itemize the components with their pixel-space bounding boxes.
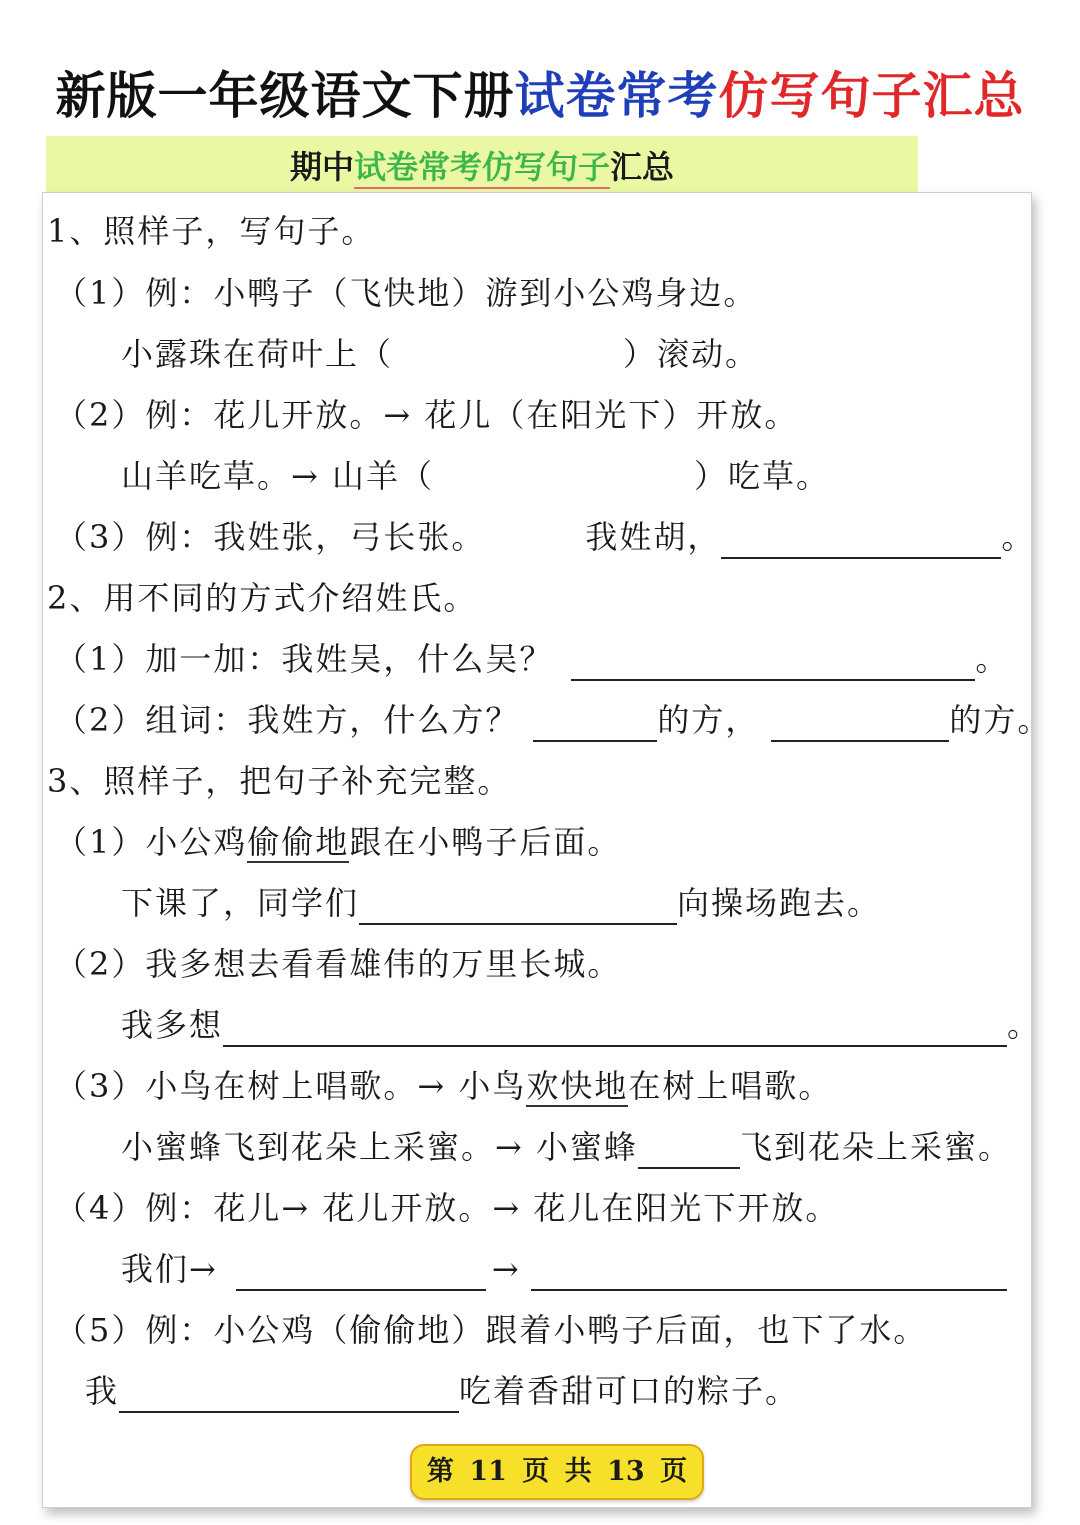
q1-example-1-text: （1）例：小鸭子（飞快地）游到小公鸡身边。 <box>55 274 758 312</box>
q3-exercise-5 <box>85 1369 799 1413</box>
q2-item-2-end: 的方。 <box>949 701 1052 739</box>
subtitle-prefix: 期中 <box>289 148 354 186</box>
answer-blank-10[interactable] <box>119 1377 459 1413</box>
q1-exercise-1 <box>121 332 759 376</box>
q3-example-3 <box>55 1064 832 1108</box>
q3-example-5-text: （5）例：小公鸡（偷偷地）跟着小鸭子后面，也下了水。 <box>55 1311 928 1349</box>
period-1: 。 <box>1001 518 1036 556</box>
q3-example-3-end: 在树上唱歌。 <box>628 1067 833 1105</box>
question-3-text: 3、照样子，把句子补充完整。 <box>47 762 512 800</box>
q3-exercise-1 <box>121 881 881 925</box>
q3-exercise-3 <box>121 1125 1012 1169</box>
answer-blank-8[interactable] <box>236 1255 486 1291</box>
q1-exercise-1-end: ）滚动。 <box>623 335 760 373</box>
q1-exercise-3-prompt: 我姓胡， <box>585 518 722 556</box>
answer-blank-6[interactable] <box>223 1011 1007 1047</box>
section-subtitle <box>46 136 918 198</box>
title-part-exam: 试卷常考 <box>514 67 719 125</box>
q2-item-2-prompt: （2）组词：我姓方，什么方？ <box>55 701 520 739</box>
q1-example-2 <box>55 393 798 437</box>
subtitle-suffix: 汇总 <box>610 148 675 186</box>
q3-exercise-5-end: 吃着香甜可口的粽子。 <box>459 1372 800 1410</box>
q3-exercise-1-end: 向操场跑去。 <box>677 884 882 922</box>
q3-example-1-start: （1）小公鸡 <box>55 823 248 861</box>
q3-example-5 <box>55 1308 927 1352</box>
page-number-badge: 第 11 页 共 13 页 <box>410 1444 704 1500</box>
subtitle-highlight: 试卷常考仿写句子 <box>354 148 610 189</box>
q1-example-3-text: （3）例：我姓张，弓长张。 <box>55 518 486 556</box>
q1-exercise-2-end: ）吃草。 <box>694 457 831 495</box>
q3-exercise-4 <box>121 1247 1007 1291</box>
q1-exercise-1-prompt: 小露珠在荷叶上（ <box>121 335 394 373</box>
q3-example-4 <box>55 1186 839 1230</box>
q1-example-1 <box>55 271 757 315</box>
answer-blank-9[interactable] <box>531 1255 1007 1291</box>
q2-item-1-prompt: （1）加一加：我姓吴，什么吴？ <box>55 640 554 678</box>
q2-item-2 <box>55 698 1051 742</box>
q3-exercise-1-prompt: 下课了，同学们 <box>121 884 360 922</box>
period-3: 。 <box>1007 1006 1042 1044</box>
q3-exercise-3-end: 飞到花朵上采蜜。 <box>740 1128 1013 1166</box>
q3-example-1 <box>55 820 621 864</box>
question-2-heading <box>47 576 477 620</box>
q3-exercise-3-prompt: 小蜜蜂飞到花朵上采蜜。→ 小蜜蜂 <box>121 1128 638 1166</box>
answer-blank-4[interactable] <box>771 706 949 742</box>
title-part-topic: 仿写句子汇总 <box>718 67 1025 125</box>
q3-example-2-text: （2）我多想去看看雄伟的万里长城。 <box>55 945 622 983</box>
answer-blank-7[interactable] <box>638 1133 740 1169</box>
q3-example-3-underlined: 欢快地 <box>526 1067 629 1105</box>
question-1-heading <box>47 209 375 253</box>
answer-blank-5[interactable] <box>359 889 677 925</box>
q3-exercise-2-prompt: 我多想 <box>121 1006 224 1044</box>
q3-example-1-underlined: 偷偷地 <box>247 823 350 861</box>
question-3-heading <box>47 759 511 803</box>
arrow-separator: → <box>491 1250 521 1288</box>
q2-item-1 <box>55 637 1009 681</box>
q1-exercise-2 <box>121 454 830 498</box>
period-2: 。 <box>975 640 1010 678</box>
q3-example-3-start: （3）小鸟在树上唱歌。→ 小鸟 <box>55 1067 527 1105</box>
question-2-text: 2、用不同的方式介绍姓氏。 <box>47 579 478 617</box>
worksheet-paper <box>42 192 1052 1508</box>
q3-exercise-5-prompt: 我 <box>85 1372 120 1410</box>
answer-blank-2[interactable] <box>571 645 975 681</box>
q1-example-3 <box>55 515 1035 559</box>
q2-item-2-mid: 的方， <box>657 701 760 739</box>
title-part-grade: 新版一年级语文下册 <box>55 67 515 125</box>
answer-blank-3[interactable] <box>533 706 657 742</box>
q3-exercise-2 <box>121 1003 1041 1047</box>
question-1-text: 1、照样子，写句子。 <box>47 212 376 250</box>
q3-example-4-text: （4）例：花儿→ 花儿开放。→ 花儿在阳光下开放。 <box>55 1189 840 1227</box>
q1-exercise-2-prompt: 山羊吃草。→ 山羊（ <box>121 457 434 495</box>
answer-blank-1[interactable] <box>721 523 1001 559</box>
q1-example-2-text: （2）例：花儿开放。→ 花儿（在阳光下）开放。 <box>55 396 799 434</box>
q3-example-1-end: 跟在小鸭子后面。 <box>349 823 622 861</box>
page-title <box>0 56 1080 128</box>
q3-example-2 <box>55 942 621 986</box>
q3-exercise-4-prompt: 我们→ <box>121 1250 218 1288</box>
